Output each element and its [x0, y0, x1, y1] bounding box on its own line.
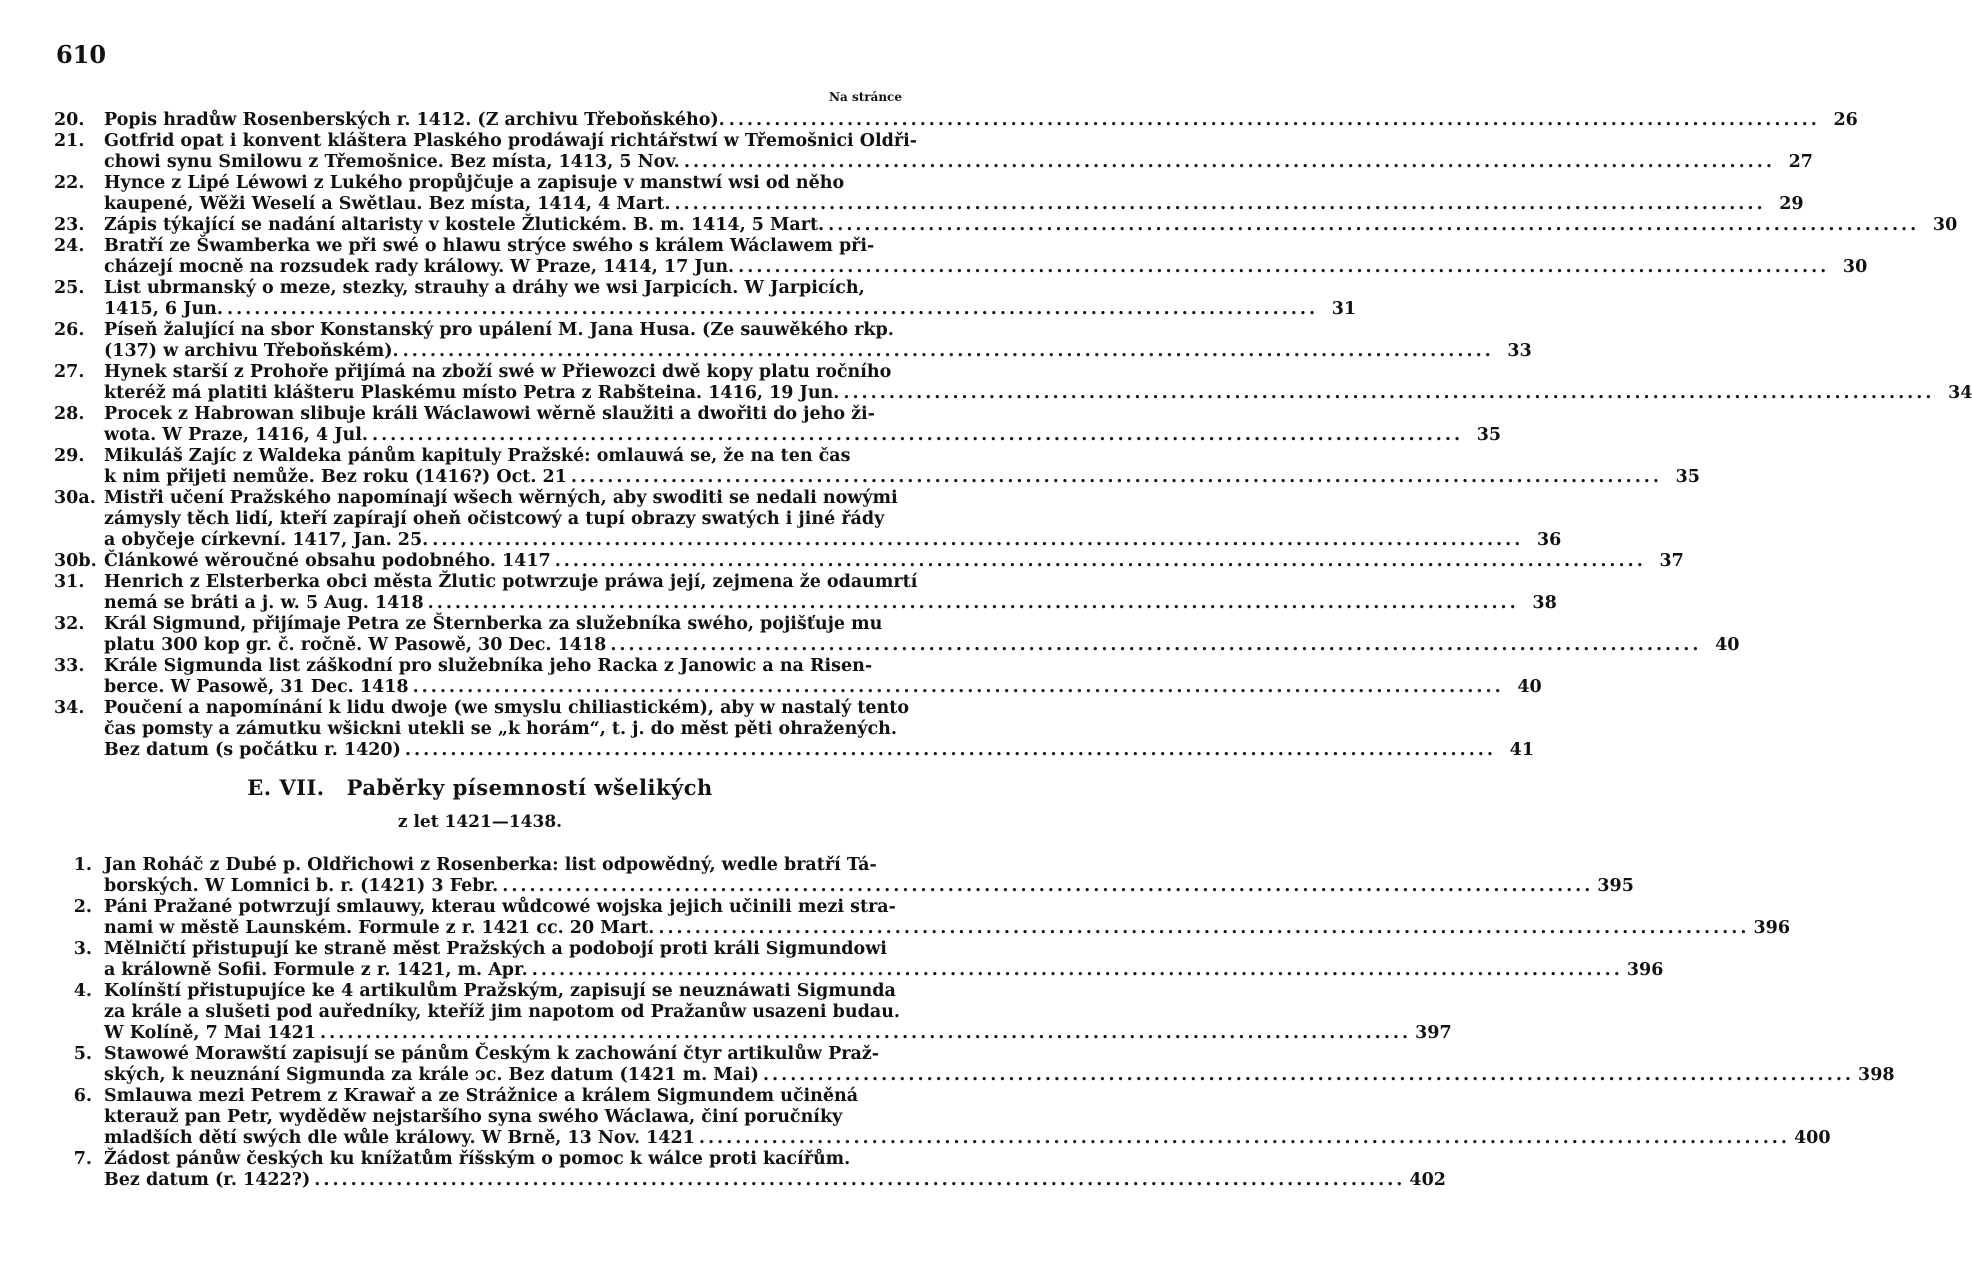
toc-entry [54, 236, 1868, 278]
entry-text [104, 698, 1534, 761]
entry-line: kterauž pan Petr, wyděděw nejstaršího syna swého Wáclawa, činí poručníky [104, 1107, 843, 1127]
entry-line: Mikuláš Zajíc z Waldeka pánům kapituly Pražské: omlauwá se, že na ten čas [104, 446, 851, 466]
leader-dots: ........................................................................................................................ [502, 876, 1594, 896]
entry-last-text: Bez datum (r. 1422?) [104, 1170, 311, 1190]
entry-page-number: 33 [1507, 341, 1532, 361]
entry-page-number: 402 [1409, 1170, 1446, 1190]
entry-last-line [104, 215, 1957, 236]
entry-number: 22. [54, 173, 85, 193]
entry-page-number: 30 [1932, 215, 1958, 235]
entry-last-line [104, 740, 1534, 761]
leader-dots: ........................................................................................................................ [698, 1128, 1790, 1148]
entry-page-number: 395 [1597, 876, 1634, 896]
entry-last-line [104, 677, 1542, 698]
entry-text [104, 897, 1790, 939]
entry-line: Mistři učení Pražského napomínají wšech wěrných, aby swoditi se nedali nowými [104, 488, 898, 508]
entry-number: 20. [54, 110, 85, 130]
entry-last-line [104, 467, 1700, 488]
entry-text [104, 320, 1532, 362]
entry-line: Poučení a napomínání k lidu dwoje (we smyslu chiliastickém), aby w nastalý tento [104, 698, 910, 718]
section-subtitle: z let 1421—1438. [397, 812, 563, 832]
entry-page-number: 40 [1517, 677, 1542, 697]
entry-text [104, 656, 1542, 698]
entry-page-number: 31 [1331, 299, 1357, 319]
entry-line: Žádost pánůw českých ku knížatům říšským o pomoc k wálce proti kacířům. [104, 1149, 851, 1169]
entry-text [104, 131, 1813, 173]
leader-dots: ........................................................................................................................ [683, 152, 1775, 172]
entry-last-line [104, 960, 1663, 981]
leader-dots: ........................................................................................................................ [402, 341, 1494, 361]
entry-line: za krále a slušeti pod auředníky, kteříž jim napotom od Pražanůw usazeni budau. [104, 1002, 901, 1022]
entry-last-line [104, 1023, 1452, 1044]
entry-number: 4. [73, 981, 92, 1001]
entry-line: Páni Pražané potwrzují smlauwy, kterau wůdcowé wojska jejich učinili mezi stra- [104, 897, 896, 917]
entry-page-number: 41 [1509, 740, 1534, 760]
entry-line: Bratří ze Šwamberka we při swé o hlawu strýce swého s králem Wáclawem při- [104, 236, 875, 256]
entry-text [104, 981, 1452, 1044]
entry-last-text: nami w městě Launském. Formule z r. 1421 cc. 20 Mart. [104, 918, 655, 938]
entry-last-line [104, 299, 1356, 320]
entry-page-number: 396 [1626, 960, 1664, 980]
entry-last-line [104, 110, 1858, 131]
entry-text [104, 446, 1700, 488]
toc-entry [54, 855, 1634, 897]
entry-number: 29. [54, 446, 85, 466]
entry-page-number: 36 [1536, 530, 1562, 550]
entry-last-text: berce. W Pasowě, 31 Dec. 1418 [104, 677, 409, 697]
entry-page-number: 35 [1675, 467, 1700, 487]
leader-dots: ........................................................................................................................ [314, 1170, 1406, 1190]
entry-line: čas pomsty a zámutku wšickni utekli se „k horám“, t. j. do měst pěti ohražených. [104, 719, 897, 739]
toc-entry [54, 215, 1958, 236]
section-heading [0, 775, 960, 832]
leader-dots: ........................................................................................................................ [843, 383, 1935, 403]
entry-page-number: 30 [1842, 257, 1868, 277]
entry-last-text: Článkowé wěroučné obsahu podobného. 1417 [104, 551, 551, 571]
toc-entry [54, 897, 1790, 939]
entry-text [104, 488, 1561, 551]
entry-page-number: 35 [1476, 425, 1502, 445]
entry-last-text: W Kolíně, 7 Mai 1421 [104, 1023, 317, 1043]
toc-entry [54, 446, 1700, 488]
entry-number: 3. [73, 939, 92, 959]
toc-entry [54, 362, 1972, 404]
entry-last-text: Bez datum (s počátku r. 1420) [104, 740, 401, 760]
leader-dots: ........................................................................................................................ [320, 1023, 1412, 1043]
entry-text [104, 236, 1867, 278]
page-column-header: Na stránce [829, 90, 902, 104]
entry-number: 33. [54, 656, 85, 676]
entry-number: 1. [73, 855, 92, 875]
entry-text [104, 614, 1739, 656]
leader-dots: ........................................................................................................................ [531, 960, 1623, 980]
entry-last-line [104, 635, 1739, 656]
toc-entry [54, 1044, 1895, 1086]
entry-last-text: (137) w archivu Třeboňském). [104, 341, 399, 361]
entry-number: 23. [54, 215, 85, 235]
entry-last-text: nemá se bráti a j. w. 5 Aug. 1418 [104, 593, 424, 613]
entry-last-text: a králowně Sofii. Formule z r. 1421, m. Apr. [104, 960, 528, 980]
entry-last-line [104, 530, 1561, 551]
toc-entry [54, 131, 1813, 173]
toc-entry [54, 656, 1542, 698]
entry-number: 27. [54, 362, 85, 382]
entry-line: Píseň žalující na sbor Konstanský pro upálení M. Jana Husa. (Ze sauwěkého rkp. [104, 320, 894, 340]
toc-section-a [54, 110, 1972, 761]
entry-number: 24. [54, 236, 85, 256]
entry-number: 30b. [54, 551, 97, 571]
leader-dots: ........................................................................................................................ [658, 918, 1750, 938]
entry-page-number: 396 [1753, 918, 1790, 938]
entry-line: Stawowé Morawští zapisují se pánům Českým k zachowání čtyr artikulůw Praž- [104, 1044, 879, 1064]
entry-last-text: borských. W Lomnici b. r. (1421) 3 Febr. [104, 876, 499, 896]
toc-entry [54, 1086, 1831, 1149]
entry-number: 32. [54, 614, 85, 634]
leader-dots: ........................................................................................................................ [404, 740, 1496, 760]
entry-last-line [104, 1128, 1831, 1149]
leader-dots: ........................................................................................................................ [432, 530, 1524, 550]
entry-line: Mělničtí přistupují ke straně měst Pražských a podobojí proti králi Sigmundowi [104, 939, 887, 959]
leader-dots: ........................................................................................................................ [762, 1065, 1855, 1085]
entry-text [104, 110, 1858, 131]
entry-last-line [104, 194, 1804, 215]
entry-text [104, 551, 1684, 572]
entry-line: Henrich z Elsterberka obci města Žlutic potwrzuje práwa její, zejmena že odaumrtí [104, 572, 918, 592]
toc-entry [54, 614, 1740, 656]
entry-text [104, 1149, 1446, 1191]
entry-page-number: 29 [1779, 194, 1804, 214]
entry-last-text: Zápis týkající se nadání altaristy v kostele Žlutickém. B. m. 1414, 5 Mart. [104, 215, 825, 235]
entry-last-line [104, 918, 1790, 939]
leader-dots: ........................................................................................................................ [610, 635, 1702, 655]
leader-dots: ........................................................................................................................ [412, 677, 1504, 697]
entry-number: 6. [73, 1086, 92, 1106]
entry-number: 34. [54, 698, 85, 718]
entry-text [104, 939, 1663, 981]
entry-page-number: 398 [1858, 1065, 1895, 1085]
entry-text [104, 278, 1356, 320]
entry-line: zámysly těch lidí, kteří zapírají oheň očistcowý a tupí obrazy swatých i jiné řády [104, 509, 885, 529]
entry-text [104, 173, 1804, 215]
entry-last-text: mladších dětí swých dle wůle králowy. W Brně, 13 Nov. 1421 [104, 1128, 695, 1148]
entry-line: Krále Sigmunda list záškodní pro služebníka jeho Racka z Janowic a na Risen- [104, 656, 873, 676]
entry-last-text: platu 300 kop gr. č. ročně. W Pasowě, 30 Dec. 1418 [104, 635, 607, 655]
leader-dots: ........................................................................................................................ [226, 299, 1319, 319]
entry-last-text: a obyčeje církevní. 1417, Jan. 25. [104, 530, 429, 550]
leader-dots: ........................................................................................................................ [427, 593, 1519, 613]
toc-entry [54, 488, 1562, 551]
section-code: E. VII. [247, 775, 325, 800]
entry-last-line [104, 1170, 1446, 1191]
leader-dots: ........................................................................................................................ [828, 215, 1920, 235]
entry-number: 7. [73, 1149, 92, 1169]
entry-text [104, 572, 1557, 614]
entry-page-number: 34 [1948, 383, 1972, 403]
section-title-text: Paběrky písemností wšelikých [346, 775, 713, 800]
entry-number: 30a. [54, 488, 96, 508]
toc-section-b [54, 855, 1895, 1191]
entry-number: 31. [54, 572, 85, 592]
entry-page-number: 38 [1532, 593, 1557, 613]
toc-entry [54, 404, 1502, 446]
toc-entry [54, 173, 1804, 215]
entry-last-text: wota. W Praze, 1416, 4 Jul. [104, 425, 368, 445]
entry-number: 5. [73, 1044, 92, 1064]
entry-last-text: kaupené, Wěži Weselí a Swětlau. Bez místa, 1414, 4 Mart. [104, 194, 671, 214]
entry-text [104, 215, 1957, 236]
entry-last-text: Popis hradůw Rosenberských r. 1412. (Z archivu Třeboňského). [104, 110, 725, 130]
entry-last-line [104, 551, 1684, 572]
entry-number: 2. [73, 897, 92, 917]
entry-number: 21. [54, 131, 85, 151]
leader-dots: ........................................................................................................................ [738, 257, 1830, 277]
entry-line: Kolínští přistupujíce ke 4 artikulům Pražským, zapisují se neuznáwati Sigmunda [104, 981, 896, 1001]
toc-entry [54, 320, 1532, 362]
entry-text [104, 1086, 1831, 1149]
entry-page-number: 37 [1659, 551, 1684, 571]
entry-last-text: chowi synu Smilowu z Třemošnice. Bez místa, 1413, 5 Nov. [104, 152, 680, 172]
entry-last-text: 1415, 6 Jun. [104, 299, 223, 319]
toc-entry [54, 981, 1452, 1044]
toc-entry [54, 278, 1357, 320]
entry-line: Hynek starší z Prohoře přijímá na zboží swé w Přiewozci dwě kopy platu ročního [104, 362, 892, 382]
leader-dots: ........................................................................................................................ [554, 551, 1646, 571]
entry-last-line [104, 383, 1972, 404]
entry-line: Král Sigmund, přijímaje Petra ze Šternberka za služebníka swého, pojišťuje mu [104, 614, 883, 634]
toc-entry [54, 572, 1557, 614]
entry-line: Jan Roháč z Dubé p. Oldřichowi z Rosenberka: list odpowědný, wedle bratří Tá- [104, 855, 877, 875]
entry-text [104, 855, 1634, 897]
entry-last-text: ských, k neuznání Sigmunda za krále ɔc. Bez datum (1421 m. Mai) [104, 1065, 759, 1085]
entry-number: 25. [54, 278, 85, 298]
entry-page-number: 26 [1833, 110, 1858, 130]
toc-entry [54, 1149, 1446, 1191]
entry-last-text: k nim přijeti nemůže. Bez roku (1416?) Oct. 21 [104, 467, 567, 487]
entry-page-number: 27 [1788, 152, 1813, 172]
entry-last-text: kteréž má platiti klášteru Plaskému místo Petra z Rabšteina. 1416, 19 Jun. [104, 383, 840, 403]
entry-last-line [104, 1065, 1895, 1086]
entry-text [104, 404, 1501, 446]
entry-last-line [104, 593, 1557, 614]
entry-page-number: 397 [1415, 1023, 1452, 1043]
entry-page-number: 400 [1793, 1128, 1831, 1148]
entry-line: Hynce z Lipé Léwowi z Lukého propůjčuje a zapisuje v manstwí wsi od něho [104, 173, 845, 193]
entry-last-line [104, 341, 1532, 362]
toc-entry [54, 551, 1684, 572]
section-title [0, 775, 960, 800]
entry-number: 26. [54, 320, 85, 340]
toc-entry [54, 698, 1534, 761]
entry-last-line [104, 425, 1501, 446]
leader-dots: ........................................................................................................................ [570, 467, 1662, 487]
leader-dots: ........................................................................................................................ [674, 194, 1766, 214]
entry-line: Gotfrid opat i konvent kláštera Plaského prodáwají richtářstwí w Třemošnici Oldři- [104, 131, 918, 151]
toc-entry [54, 939, 1664, 981]
entry-last-text: cházejí mocně na rozsudek rady králowy. W Praze, 1414, 17 Jun. [104, 257, 735, 277]
entry-line: Procek z Habrowan slibuje králi Wáclawowi wěrně slaužiti a dwořiti do jeho ži- [104, 404, 875, 424]
entry-line: List ubrmanský o meze, stezky, strauhy a dráhy we wsi Jarpicích. W Jarpicích, [104, 278, 865, 298]
entry-last-line [104, 152, 1813, 173]
toc-entry [54, 110, 1858, 131]
leader-dots: ........................................................................................................................ [371, 425, 1464, 445]
page-number: 610 [56, 40, 107, 69]
entry-number: 28. [54, 404, 85, 424]
leader-dots: ........................................................................................................................ [728, 110, 1820, 130]
entry-last-line [104, 876, 1634, 897]
entry-last-line [104, 257, 1867, 278]
entry-text [104, 362, 1972, 404]
entry-text [104, 1044, 1895, 1086]
entry-line: Smlauwa mezi Petrem z Krawař a ze Strážnice a králem Sigmundem učiněná [104, 1086, 859, 1106]
entry-page-number: 40 [1715, 635, 1740, 655]
